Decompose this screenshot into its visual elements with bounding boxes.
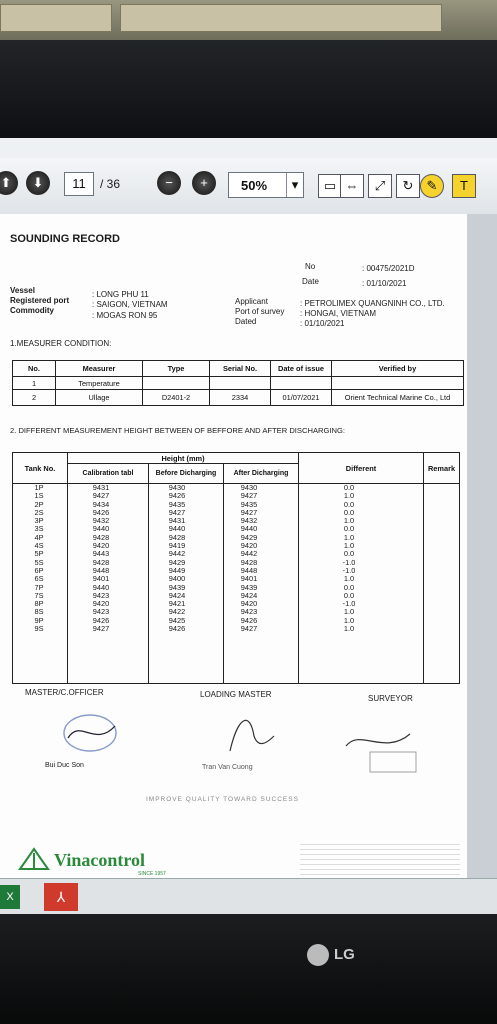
table-cell: 9428 (240, 557, 258, 567)
table-cell (143, 377, 210, 390)
master-officer-label: MASTER/C.OFFICER (25, 688, 104, 697)
after-column (214, 484, 284, 633)
next-page-button[interactable]: ⬇ (26, 171, 50, 195)
calibration-column (66, 484, 136, 633)
table-header: Type (143, 361, 210, 377)
table-cell: 2 (13, 390, 56, 406)
date-label: Date (302, 277, 319, 286)
table-cell: 9432 (240, 516, 258, 526)
table-cell: 9401 (240, 574, 258, 584)
brand-since: SINCE 1957 (138, 871, 166, 877)
table-cell: 9440 (92, 582, 110, 592)
table-cell: 9401 (92, 574, 110, 584)
table-cell: 9426 (240, 615, 258, 625)
table-cell (210, 377, 271, 390)
table-cell: 4P (34, 532, 44, 542)
table-cell: -1.0 (342, 599, 356, 609)
taskbar (0, 878, 497, 915)
port-value: : SAIGON, VIETNAM (92, 300, 168, 309)
table-cell: 9434 (92, 499, 110, 509)
table-row (13, 377, 464, 390)
commodity-value: : MOGAS RON 95 (92, 311, 158, 320)
table-cell: 9430 (168, 483, 186, 492)
table-cell: 9431 (92, 483, 110, 492)
applicant-label: Applicant (235, 297, 268, 306)
page-title: SOUNDING RECORD (10, 233, 121, 245)
rotate-icon[interactable]: ↻ (396, 174, 420, 198)
table-cell: 5S (34, 557, 44, 567)
table-header: Height (mm) (68, 453, 299, 464)
table-cell: 9423 (92, 607, 110, 617)
measurer-table (12, 360, 464, 406)
zoom-out-button[interactable]: − (157, 171, 181, 195)
vessel-value: : LONG PHU 11 (92, 290, 149, 299)
table-cell: -1.0 (342, 557, 356, 567)
table-cell: 9440 (168, 524, 186, 534)
table-cell: 6S (34, 574, 44, 584)
table-cell: Ullage (56, 390, 143, 406)
table-cell: 3S (34, 524, 44, 534)
table-cell: 9428 (92, 532, 110, 542)
fit-page-icon[interactable]: ▭ (318, 174, 342, 198)
table-cell: 9427 (92, 491, 110, 501)
before-column (142, 484, 212, 633)
table-cell: 9421 (168, 599, 186, 609)
table-cell: 0.0 (343, 507, 355, 517)
table-header: Tank No. (13, 453, 68, 484)
table-cell: 9420 (92, 599, 110, 609)
table-cell: 5P (34, 549, 44, 559)
no-label: No (305, 262, 316, 271)
table-cell: 6P (34, 565, 44, 575)
table-cell: 9427 (240, 507, 258, 517)
table-cell: 9428 (168, 532, 186, 542)
monitor-brand: LG (334, 946, 355, 963)
table-cell: 3P (34, 516, 44, 526)
table-cell: 9448 (92, 565, 110, 575)
section-measurer: 1.MEASURER CONDITION: (10, 339, 112, 348)
table-cell: 9440 (92, 524, 110, 534)
table-cell: 9435 (240, 499, 258, 509)
vinacontrol-logo-icon (16, 845, 52, 873)
table-cell: 1.0 (343, 607, 355, 617)
table-cell: 9427 (240, 491, 258, 501)
page-margin (467, 214, 497, 880)
table-cell: 9425 (168, 615, 186, 625)
table-cell: 9439 (168, 582, 186, 592)
full-screen-icon[interactable]: ⤢ (368, 174, 392, 198)
branch-address (300, 840, 460, 876)
date-value: : 01/10/2021 (362, 279, 407, 288)
table-cell: 9431 (168, 516, 186, 526)
fit-width-icon[interactable]: ⇔ (340, 174, 364, 198)
table-cell: 9426 (92, 615, 110, 625)
table-cell: 9426 (168, 491, 186, 501)
table-header: Date of issue (271, 361, 332, 377)
table-header: Verified by (332, 361, 464, 377)
table-cell: 9440 (240, 524, 258, 534)
table-cell: 9426 (92, 507, 110, 517)
table-cell: 1.0 (343, 532, 355, 542)
table-header: Remark (424, 453, 460, 484)
loading-master-name: Tran Van Cuong (202, 764, 253, 771)
table-cell: 9420 (240, 541, 258, 551)
table-cell: D2401-2 (143, 390, 210, 406)
table-cell: 9422 (168, 607, 186, 617)
dated-value: : 01/10/2021 (300, 319, 345, 328)
table-cell: 9442 (240, 549, 258, 559)
table-cell: 4S (34, 541, 44, 551)
table-cell: Temperature (56, 377, 143, 390)
table-cell: 9435 (168, 499, 186, 509)
table-cell: 2S (34, 507, 44, 517)
table-cell: 9427 (240, 624, 258, 634)
table-cell: 7P (34, 582, 44, 592)
table-header: Serial No. (210, 361, 271, 377)
table-cell: 9430 (240, 483, 258, 492)
table-cell: 9427 (92, 624, 110, 634)
table-header: No. (13, 361, 56, 377)
table-cell: 9419 (168, 541, 186, 551)
table-cell: -1.0 (342, 565, 356, 575)
page-number-input[interactable]: 11 (64, 172, 94, 196)
table-cell: 9429 (168, 557, 186, 567)
table-cell: 1 (13, 377, 56, 390)
zoom-value: 50% (241, 178, 268, 193)
table-cell: 0.0 (343, 483, 355, 492)
table-cell: 0.0 (343, 590, 355, 600)
zoom-in-button[interactable]: + (192, 171, 216, 195)
table-cell: 9P (34, 615, 44, 625)
surveyor-stamp (340, 716, 420, 776)
table-header: Different (299, 453, 424, 484)
highlight-text-icon[interactable]: T (452, 174, 476, 198)
pdf-toolbar (0, 158, 497, 215)
table-cell (271, 377, 332, 390)
chevron-down-icon[interactable]: ▾ (286, 173, 303, 197)
table-cell: 0.0 (343, 524, 355, 534)
table-cell: 1S (34, 491, 44, 501)
slogan: IMPROVE QUALITY TOWARD SUCCESS (146, 796, 299, 803)
previous-page-button[interactable]: ⬆ (0, 171, 18, 195)
master-signature (60, 708, 130, 758)
pdf-reader-icon[interactable]: ⅄ (44, 883, 78, 911)
table-cell: 9427 (168, 507, 186, 517)
zoom-select[interactable] (228, 172, 304, 198)
shelf-item (120, 4, 442, 32)
comment-icon[interactable]: ✎ (420, 174, 444, 198)
table-cell: 8P (34, 599, 44, 609)
table-cell: 2334 (210, 390, 271, 406)
table-header: Measurer (56, 361, 143, 377)
different-column (290, 484, 408, 633)
table-cell: 9443 (92, 549, 110, 559)
table-cell: 9400 (168, 574, 186, 584)
monitor-bezel-top (0, 40, 497, 140)
lg-logo-icon (307, 944, 329, 966)
section-height: 2. DIFFERENT MEASUREMENT HEIGHT BETWEEN OF BEFFORE AND AFTER DISCHARGING: (10, 426, 346, 435)
table-cell: 2P (34, 499, 44, 509)
table-header: Before Dicharging (149, 464, 224, 484)
shelf-item (0, 4, 112, 32)
table-cell: 9448 (240, 565, 258, 575)
table-cell: 9424 (240, 590, 258, 600)
table-header: After Dicharging (224, 464, 299, 484)
monitor-bezel-bottom (0, 914, 497, 1024)
table-cell: 1.0 (343, 541, 355, 551)
loading-master-label: LOADING MASTER (200, 690, 272, 699)
table-cell: 9428 (92, 557, 110, 567)
surveyor-label: SURVEYOR (368, 694, 413, 703)
table-cell: 1.0 (343, 574, 355, 584)
table-cell: 01/07/2021 (271, 390, 332, 406)
no-value: : 00475/2021D (362, 264, 415, 273)
applicant-value: : PETROLIMEX QUANGNINH CO., LTD. (300, 299, 445, 308)
table-cell: 9449 (168, 565, 186, 575)
table-cell: 9429 (240, 532, 258, 542)
table-cell: 1.0 (343, 516, 355, 526)
table-cell: 1.0 (343, 491, 355, 501)
table-cell: 9442 (168, 549, 186, 559)
page-total: / 36 (100, 177, 121, 191)
table-cell: 0.0 (343, 499, 355, 509)
table-cell: 0.0 (343, 582, 355, 592)
survey-port-label: Port of survey (235, 307, 285, 316)
survey-port-value: : HONGAI, VIETNAM (300, 309, 377, 318)
table-cell: 9424 (168, 590, 186, 600)
table-cell: 9432 (92, 516, 110, 526)
port-label: Registered port (10, 296, 70, 305)
brand-name: Vinacontrol (54, 850, 146, 870)
table-cell: 1.0 (343, 615, 355, 625)
table-cell: 9420 (240, 599, 258, 609)
dated-label: Dated (235, 317, 257, 326)
table-cell: 9439 (240, 582, 258, 592)
table-cell: 0.0 (343, 549, 355, 559)
commodity-label: Commodity (10, 306, 54, 315)
table-cell: 9420 (92, 541, 110, 551)
table-cell: 9426 (168, 624, 186, 634)
vessel-label: Vessel (10, 286, 35, 295)
table-cell: 9S (34, 624, 44, 634)
table-cell: 1.0 (343, 624, 355, 634)
table-cell: Orient Technical Marine Co., Ltd (332, 390, 464, 406)
master-name: Bui Duc Son (45, 762, 84, 769)
table-cell (332, 377, 464, 390)
loading-master-signature (220, 706, 280, 758)
table-cell: 8S (34, 607, 44, 617)
table-row (13, 390, 464, 406)
table-cell: 1P (34, 483, 44, 492)
table-cell: 9423 (240, 607, 258, 617)
excel-icon[interactable]: X (0, 885, 20, 909)
table-cell: 9423 (92, 590, 110, 600)
table-header: Calibration tabl (68, 464, 149, 484)
tank-column (16, 484, 62, 633)
table-cell: 7S (34, 590, 44, 600)
